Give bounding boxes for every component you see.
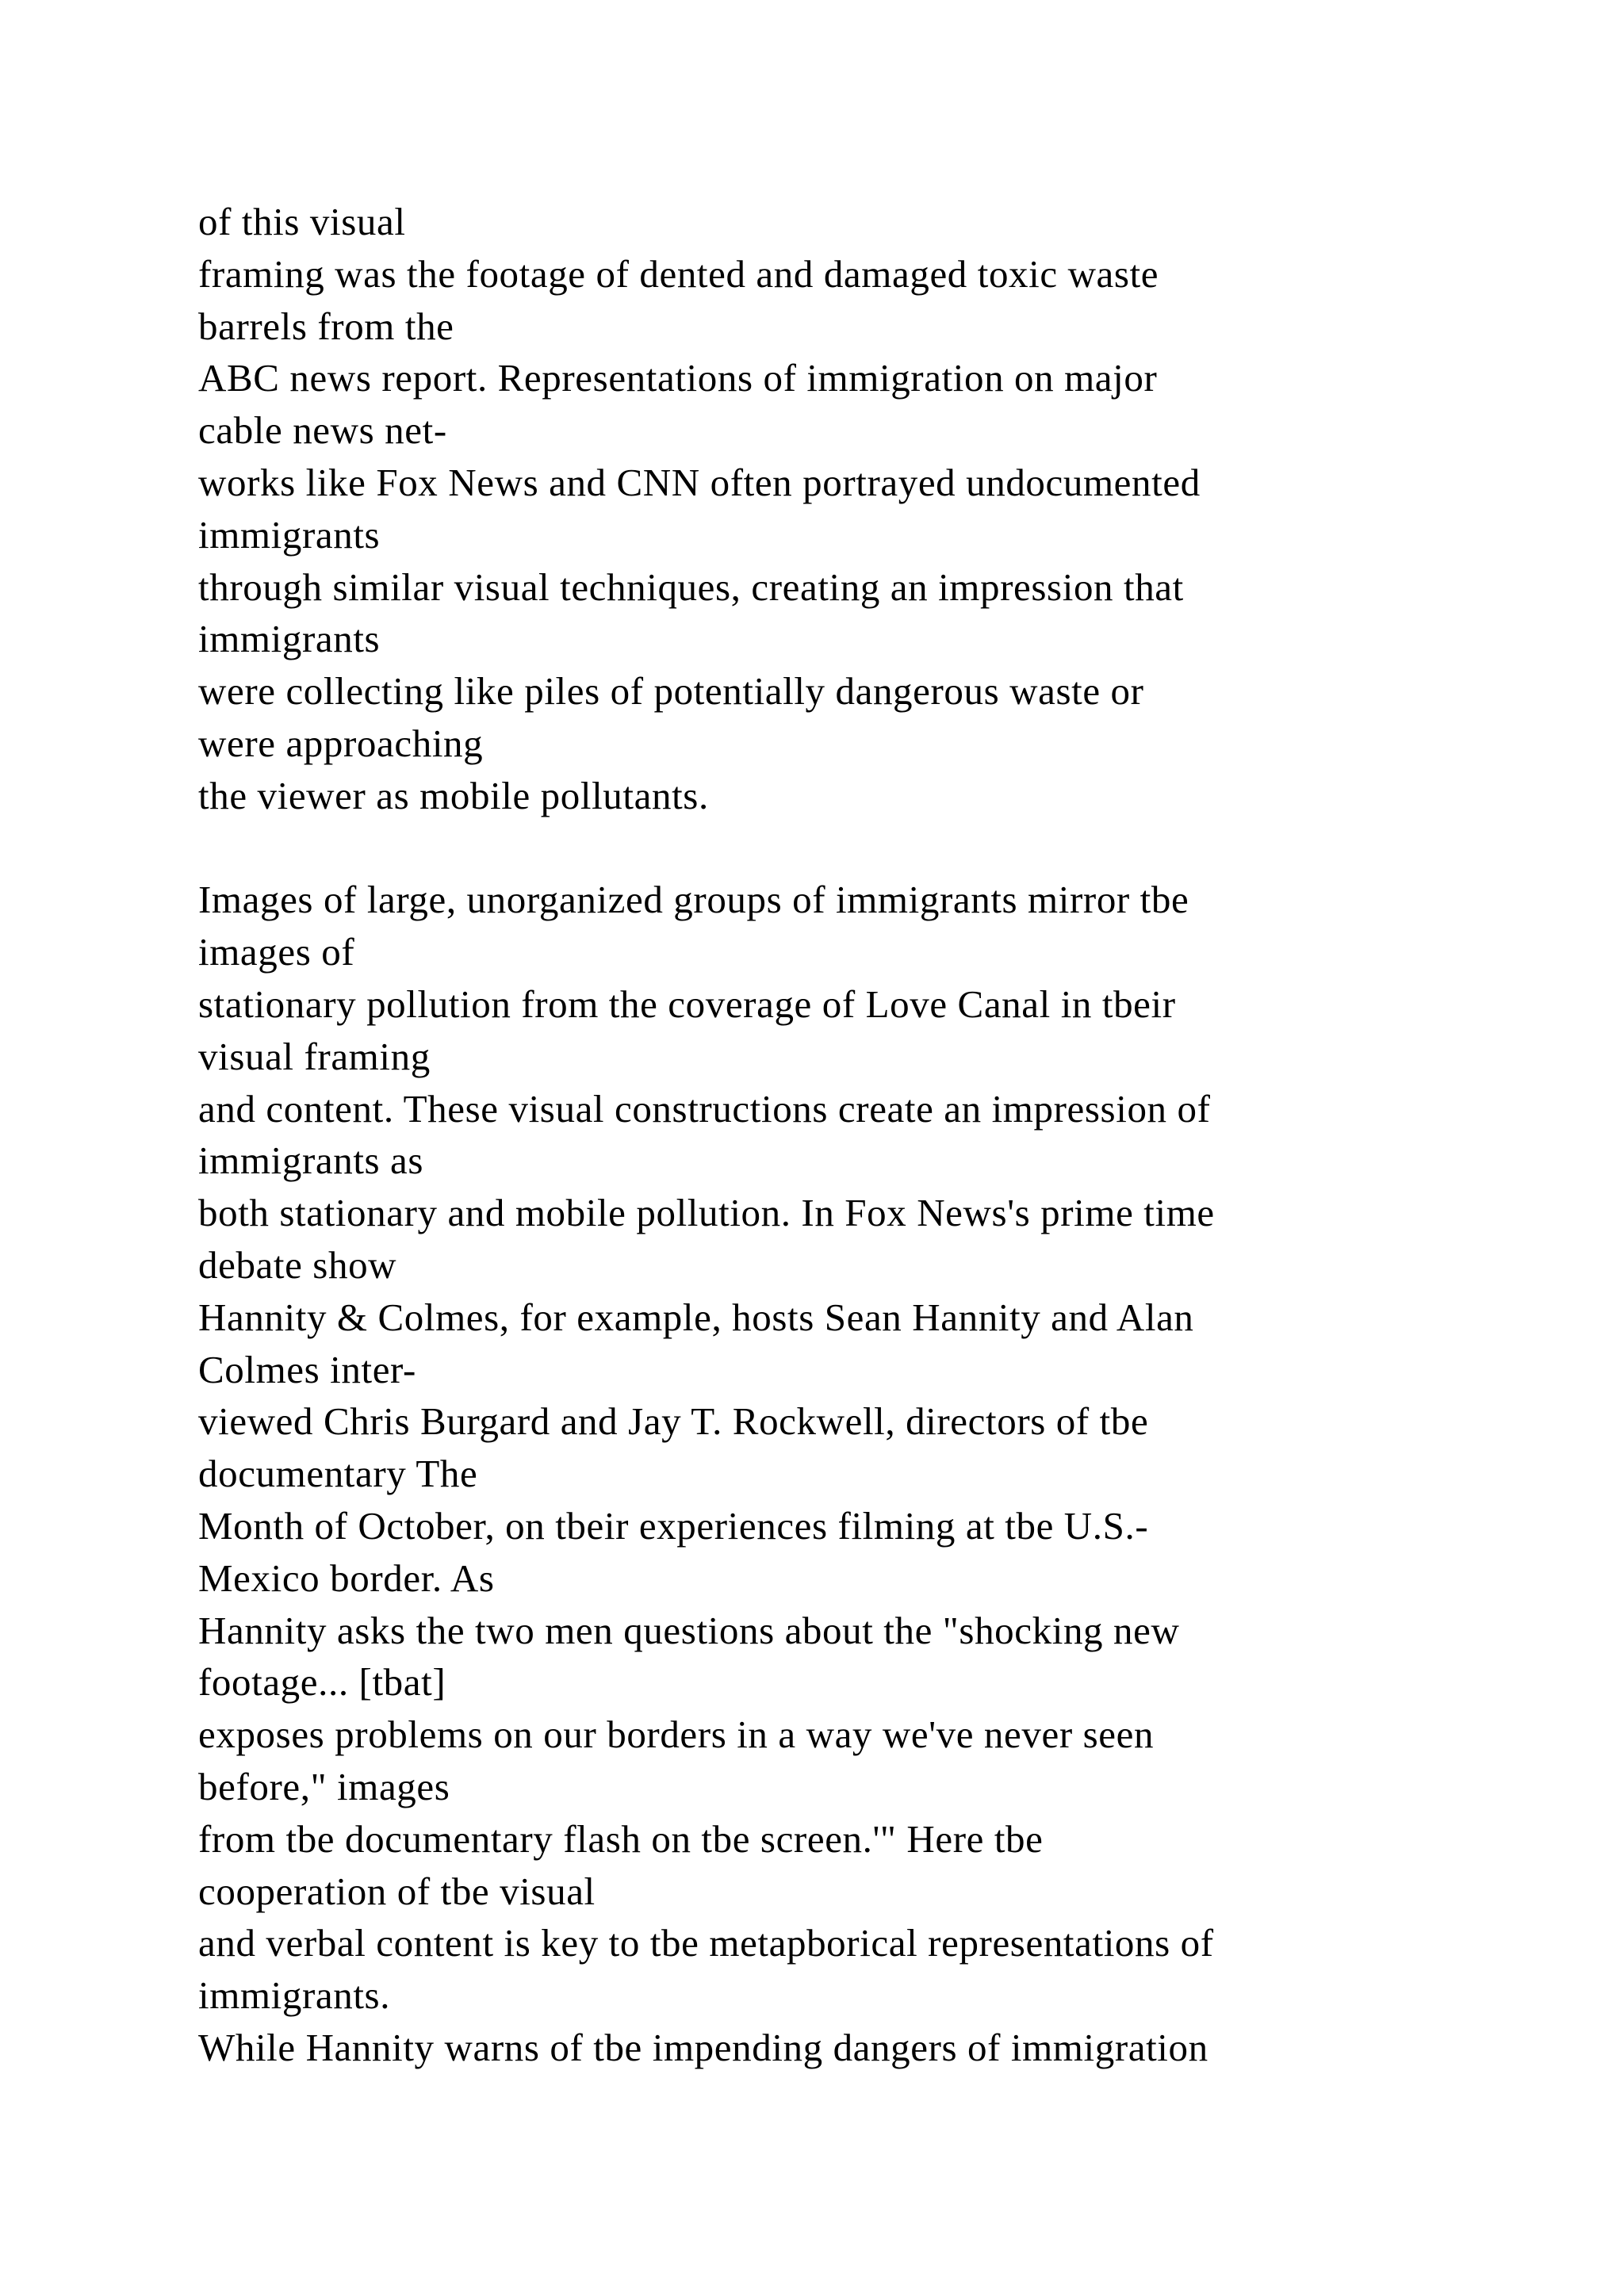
text-line: and verbal content is key to tbe metapborical representations of	[198, 1921, 1214, 1965]
text-line: images of	[198, 930, 355, 974]
text-line: Hannity asks the two men questions about the "shocking new	[198, 1608, 1180, 1652]
text-line: Month of October, on tbeir experiences filming at tbe U.S.-	[198, 1503, 1149, 1548]
text-line: works like Fox News and CNN often portrayed undocumented	[198, 460, 1201, 504]
text-line: debate show	[198, 1242, 397, 1287]
text-line: immigrants.	[198, 1973, 391, 2018]
body-text	[198, 196, 1546, 2074]
text-line: cooperation of tbe visual	[198, 1869, 596, 1913]
text-line: through similar visual techniques, creating an impression that	[198, 564, 1184, 609]
text-line: from tbe documentary flash on tbe screen.'" Here tbe	[198, 1816, 1044, 1861]
text-line: documentary The	[198, 1452, 478, 1496]
text-line: the viewer as mobile pollutants.	[198, 773, 709, 817]
text-line: before," images	[198, 1764, 450, 1808]
text-line: footage... [tbat]	[198, 1660, 446, 1705]
text-line: immigrants as	[198, 1138, 424, 1183]
text-line: immigrants	[198, 512, 381, 557]
text-line: were collecting like piles of potentially dangerous waste or	[198, 669, 1144, 714]
text-line: immigrants	[198, 617, 381, 661]
text-line: Hannity & Colmes, for example, hosts Sean Hannity and Alan	[198, 1295, 1194, 1339]
text-line: viewed Chris Burgard and Jay T. Rockwell, directors of tbe	[198, 1399, 1149, 1444]
text-line: framing was the footage of dented and damaged toxic waste	[198, 251, 1159, 296]
text-line: both stationary and mobile pollution. In Fox News's prime time	[198, 1191, 1215, 1235]
text-line: ABC news report. Representations of immigration on major	[198, 356, 1158, 400]
text-line: of this visual	[198, 200, 406, 243]
paragraph-break	[198, 822, 1546, 874]
text-line: While Hannity warns of tbe impending dangers of immigration	[198, 2025, 1208, 2069]
text-line: stationary pollution from the coverage of Love Canal in tbeir	[198, 982, 1176, 1026]
text-line: barrels from the	[198, 304, 454, 348]
text-line: visual framing	[198, 1034, 431, 1078]
text-line: cable news net-	[198, 408, 447, 453]
text-line: and content. These visual constructions create an impression of	[198, 1086, 1211, 1131]
text-line: exposes problems on our borders in a way we've never seen	[198, 1712, 1155, 1757]
text-line: were approaching	[198, 721, 484, 765]
text-line: Colmes inter-	[198, 1347, 416, 1391]
text-line: Images of large, unorganized groups of immigrants mirror tbe	[198, 878, 1189, 922]
text-line: Mexico border. As	[198, 1556, 495, 1600]
